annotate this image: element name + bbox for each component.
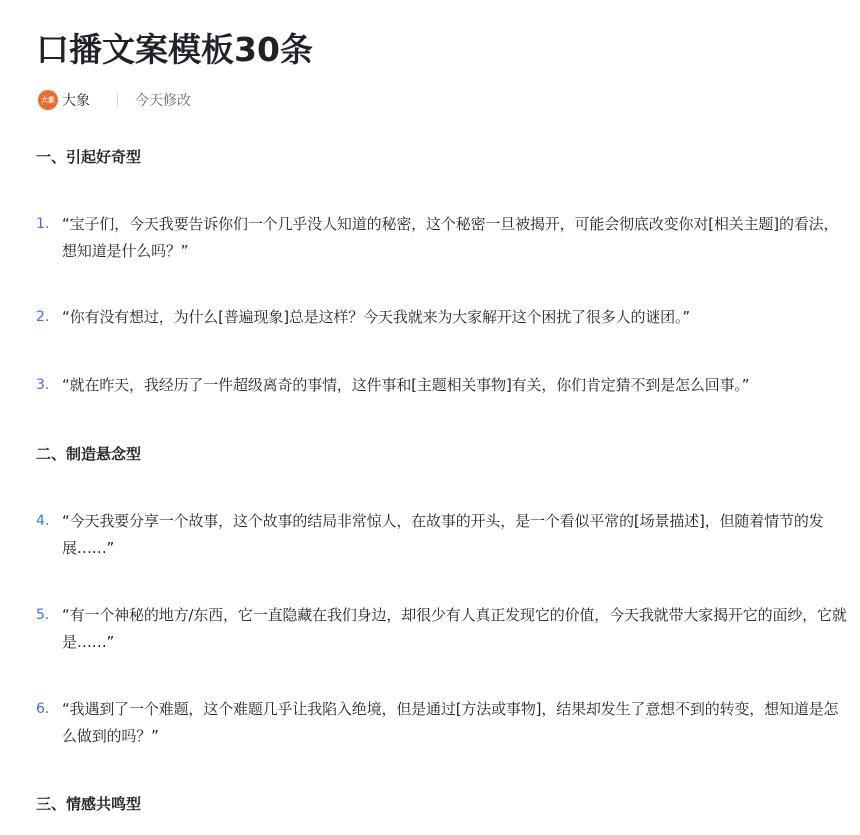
section-heading: 三、情感共鸣型 xyxy=(36,795,142,813)
list-item-number: 2. xyxy=(36,309,50,325)
list-item-number: 6. xyxy=(36,701,50,717)
list-item-text: “你有没有想过，为什么[普遍现象]总是这样？今天我就来为大家解开这个困扰了很多人的谜团。” xyxy=(62,308,691,326)
list-item-number: 4. xyxy=(36,513,50,529)
meta-divider xyxy=(117,93,118,107)
author-name[interactable]: 大象 xyxy=(62,93,90,109)
page-title: 口播文案模板30条 xyxy=(36,30,313,69)
list-item-text: “我遇到了一个难题，这个难题几乎让我陷入绝境，但是通过[方法或事物]，结果却发生了意想不到的转变，想知道是怎么做到的吗？” xyxy=(62,700,839,745)
list-item xyxy=(36,508,848,562)
list-item-text: “就在昨天，我经历了一件超级离奇的事情，这件事和[主题相关事物]有关，你们肯定猜不到是怎么回事。” xyxy=(62,376,750,394)
list-item xyxy=(36,602,848,656)
list-item xyxy=(36,696,848,750)
list-item xyxy=(36,372,848,399)
list-item xyxy=(36,304,848,331)
section-heading: 二、制造悬念型 xyxy=(36,445,142,463)
list-item-number: 5. xyxy=(36,607,50,623)
list-item-text: “宝子们，今天我要告诉你们一个几乎没人知道的秘密，这个秘密一旦被揭开，可能会彻底改变你对[相关主题]的看法，想知道是什么吗？” xyxy=(62,215,839,260)
list-item xyxy=(36,211,848,265)
doc-meta xyxy=(38,88,191,112)
avatar[interactable]: 大象 xyxy=(38,90,58,110)
list-item-text: “有一个神秘的地方/东西，它一直隐藏在我们身边，却很少有人真正发现它的价值，今天我就带大家揭开它的面纱，它就是……” xyxy=(62,606,847,651)
list-item-number: 1. xyxy=(36,216,50,232)
modified-time: 今天修改 xyxy=(135,93,191,109)
list-item-number: 3. xyxy=(36,377,50,393)
list-item-text: “今天我要分享一个故事，这个故事的结局非常惊人，在故事的开头，是一个看似平常的[场景描述]，但随着情节的发展……” xyxy=(62,512,824,557)
section-heading: 一、引起好奇型 xyxy=(36,148,142,166)
